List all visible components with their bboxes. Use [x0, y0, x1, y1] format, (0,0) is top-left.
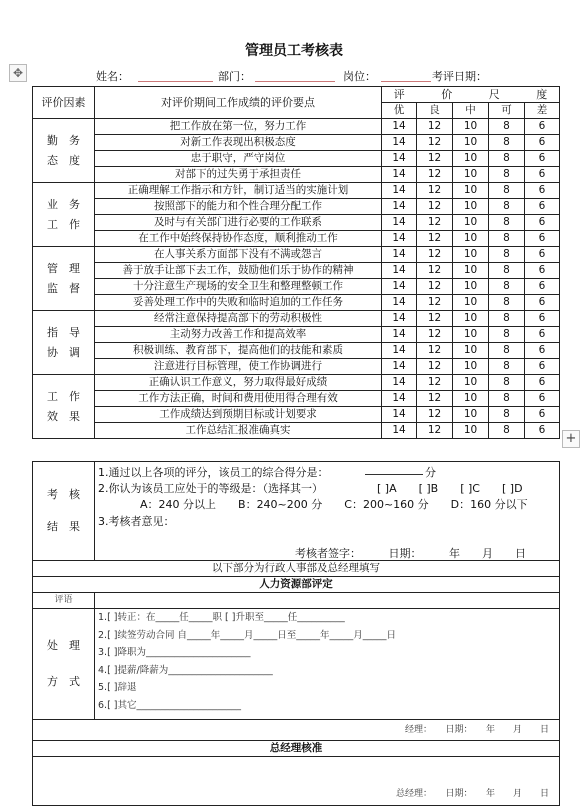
score-cell[interactable]: 6	[525, 167, 560, 183]
score-cell[interactable]: 14	[382, 119, 417, 135]
score-cell[interactable]: 10	[453, 247, 489, 263]
score-cell[interactable]: 6	[525, 183, 560, 199]
date-label: 考评日期：	[432, 70, 487, 83]
score-cell[interactable]: 14	[382, 199, 417, 215]
score-cell[interactable]: 8	[489, 119, 525, 135]
score-cell[interactable]: 14	[382, 359, 417, 375]
score-cell[interactable]: 14	[382, 247, 417, 263]
score-cell[interactable]: 14	[382, 327, 417, 343]
score-cell[interactable]: 8	[489, 391, 525, 407]
category-label	[33, 247, 95, 311]
admin-note: 以下部分为行政人事部及总经理填写	[33, 561, 560, 577]
score-cell[interactable]: 6	[525, 151, 560, 167]
position-label: 岗位：	[343, 70, 376, 83]
process-item[interactable]: 6.[ ]其它______________________	[98, 699, 241, 711]
score-cell[interactable]: 10	[453, 151, 489, 167]
score-cell[interactable]: 12	[417, 183, 453, 199]
examiner-signature[interactable]: 考核者签字： 日期： 年 月 日	[295, 547, 526, 560]
table-row	[33, 119, 560, 135]
evaluation-point: 妥善处理工作中的失败和临时追加的工作任务	[95, 295, 382, 311]
name-field-line[interactable]	[138, 81, 213, 82]
score-cell[interactable]: 8	[489, 247, 525, 263]
score-cell[interactable]: 10	[453, 423, 489, 439]
score-cell[interactable]: 14	[382, 423, 417, 439]
table-row	[33, 359, 560, 375]
score-cell[interactable]: 14	[382, 183, 417, 199]
table-row	[33, 423, 560, 439]
evaluation-point: 忠于职守，严守岗位	[95, 151, 382, 167]
score-cell[interactable]: 10	[453, 135, 489, 151]
score-cell[interactable]: 10	[453, 263, 489, 279]
score-cell[interactable]: 6	[525, 199, 560, 215]
header-scale-char: 评	[393, 88, 405, 101]
table-row	[33, 135, 560, 151]
score-cell[interactable]: 6	[525, 359, 560, 375]
table-row	[33, 199, 560, 215]
result-label	[33, 462, 95, 561]
header-factor: 评价因素	[33, 87, 95, 119]
gm-signature[interactable]: 总经理： 日期： 年 月 日	[33, 757, 560, 806]
evaluation-point: 工作总结汇报准确真实	[95, 423, 382, 439]
header-scale-char: 度	[536, 88, 548, 101]
score-cell[interactable]: 12	[417, 231, 453, 247]
category-label-line: 协 调	[47, 345, 80, 359]
process-label	[33, 609, 95, 720]
score-cell[interactable]: 8	[489, 327, 525, 343]
table-row	[33, 263, 560, 279]
score-cell[interactable]: 6	[525, 391, 560, 407]
score-cell[interactable]: 6	[525, 215, 560, 231]
process-item[interactable]: 1.[ ]转正：在_____任_____职 [ ]升职至_____任__________	[98, 612, 345, 623]
category-label	[33, 375, 95, 439]
evaluation-point: 主动努力改善工作和提高效率	[95, 327, 382, 343]
header-points: 对评价期间工作成绩的评价要点	[95, 87, 382, 119]
category-label-line: 业 务	[47, 197, 80, 211]
table-row	[33, 183, 560, 199]
add-row-icon[interactable]: +	[562, 430, 580, 448]
table-row	[33, 375, 560, 391]
table-row	[33, 343, 560, 359]
score-cell[interactable]: 10	[453, 407, 489, 423]
score-cell[interactable]: 14	[382, 279, 417, 295]
header-scale	[382, 87, 560, 103]
score-cell[interactable]: 8	[489, 263, 525, 279]
score-cell[interactable]: 14	[382, 215, 417, 231]
score-cell[interactable]: 14	[382, 135, 417, 151]
hr-section-title: 人力资源部评定	[33, 577, 560, 593]
grade-header: 差	[525, 103, 560, 119]
score-cell[interactable]: 6	[525, 279, 560, 295]
score-cell[interactable]: 8	[489, 343, 525, 359]
position-field-line[interactable]	[381, 81, 431, 82]
category-label-line: 效 果	[47, 409, 80, 423]
score-cell[interactable]: 8	[489, 407, 525, 423]
table-row	[33, 295, 560, 311]
process-label-line: 处 理	[47, 639, 80, 652]
evaluation-point: 注意进行目标管理，使工作协调进行	[95, 359, 382, 375]
score-cell[interactable]: 6	[525, 423, 560, 439]
table-row	[33, 391, 560, 407]
score-cell[interactable]: 8	[489, 423, 525, 439]
score-cell[interactable]: 12	[417, 343, 453, 359]
score-cell[interactable]: 14	[382, 375, 417, 391]
score-cell[interactable]: 6	[525, 311, 560, 327]
score-cell[interactable]: 8	[489, 311, 525, 327]
review-label: 评语	[33, 593, 95, 609]
result-table	[32, 461, 560, 561]
score-cell[interactable]: 12	[417, 151, 453, 167]
grade-header: 良	[417, 103, 453, 119]
evaluation-point: 在人事关系方面部下没有不满或怨言	[95, 247, 382, 263]
score-cell[interactable]: 10	[453, 231, 489, 247]
category-label-line: 监 督	[47, 281, 80, 295]
score-cell[interactable]: 10	[453, 359, 489, 375]
review-field[interactable]	[95, 593, 560, 609]
process-label-line: 方 式	[47, 675, 80, 688]
score-cell[interactable]: 10	[453, 311, 489, 327]
score-cell[interactable]: 6	[525, 295, 560, 311]
score-cell[interactable]: 8	[489, 183, 525, 199]
hr-signature[interactable]: 经理： 日期： 年 月 日	[95, 720, 560, 741]
category-label-line: 态 度	[47, 153, 80, 167]
evaluation-point: 按照部下的能力和个性合理分配工作	[95, 199, 382, 215]
score-cell[interactable]: 8	[489, 375, 525, 391]
score-cell[interactable]: 14	[382, 295, 417, 311]
score-cell[interactable]: 12	[417, 215, 453, 231]
gm-section-title: 总经理核准	[33, 741, 560, 757]
admin-table	[32, 560, 560, 806]
table-row	[33, 215, 560, 231]
score-cell[interactable]: 12	[417, 119, 453, 135]
evaluation-point: 工作方法正确，时间和费用使用得合理有效	[95, 391, 382, 407]
score-cell[interactable]: 8	[489, 151, 525, 167]
score-cell[interactable]: 10	[453, 183, 489, 199]
score-cell[interactable]: 12	[417, 311, 453, 327]
category-label	[33, 119, 95, 183]
score-cell[interactable]: 6	[525, 375, 560, 391]
score-cell[interactable]: 10	[453, 279, 489, 295]
evaluation-point: 对部下的过失勇于承担责任	[95, 167, 382, 183]
evaluation-point: 善于放手让部下去工作，鼓励他们乐于协作的精神	[95, 263, 382, 279]
score-cell[interactable]: 8	[489, 295, 525, 311]
score-cell[interactable]: 8	[489, 167, 525, 183]
score-cell[interactable]: 12	[417, 359, 453, 375]
score-cell[interactable]: 8	[489, 135, 525, 151]
score-cell[interactable]: 6	[525, 247, 560, 263]
category-label	[33, 311, 95, 375]
result-line-1: 1.通过以上各项的评分，该员工的综合得分是：	[98, 466, 329, 479]
score-cell[interactable]: 6	[525, 343, 560, 359]
score-cell[interactable]: 12	[417, 327, 453, 343]
score-cell[interactable]: 8	[489, 359, 525, 375]
score-cell[interactable]: 6	[525, 327, 560, 343]
score-cell[interactable]: 8	[489, 199, 525, 215]
score-cell[interactable]: 12	[417, 295, 453, 311]
category-label	[33, 183, 95, 247]
score-cell[interactable]: 14	[382, 231, 417, 247]
score-cell[interactable]: 14	[382, 343, 417, 359]
score-cell[interactable]: 10	[453, 119, 489, 135]
process-item[interactable]: 4.[ ]提薪/降薪为______________________	[98, 664, 273, 676]
score-cell[interactable]: 14	[382, 263, 417, 279]
grade-legend: A：240 分以上 B：240~200 分 C：200~160 分 D：160 分以下	[140, 498, 528, 511]
score-cell[interactable]: 12	[417, 423, 453, 439]
evaluation-point: 工作成绩达到预期目标或计划要求	[95, 407, 382, 423]
header-scale-char: 尺	[488, 88, 500, 101]
grade-header: 可	[489, 103, 525, 119]
evaluation-point: 正确理解工作指示和方针，制订适当的实施计划	[95, 183, 382, 199]
score-cell[interactable]: 12	[417, 135, 453, 151]
grade-choices[interactable]: [ ]A [ ]B [ ]C [ ]D	[377, 482, 523, 495]
table-row	[33, 231, 560, 247]
score-cell[interactable]: 6	[525, 263, 560, 279]
evaluation-point: 经常注意保持提高部下的劳动积极性	[95, 311, 382, 327]
result-line-3: 3.考核者意见：	[98, 515, 175, 528]
page-title: 管理员工考核表	[245, 43, 343, 59]
score-cell[interactable]: 10	[453, 215, 489, 231]
score-cell[interactable]: 8	[489, 279, 525, 295]
result-line-2: 2.你认为该员工应处于的等级是：（选择其一）	[98, 482, 323, 495]
category-label-line: 工 作	[47, 217, 80, 231]
table-row	[33, 311, 560, 327]
evaluation-point: 把工作放在第一位，努力工作	[95, 119, 382, 135]
process-item[interactable]: 5.[ ]辞退	[98, 682, 137, 693]
score-cell[interactable]: 12	[417, 391, 453, 407]
result-content[interactable]	[95, 462, 560, 561]
score-cell[interactable]: 6	[525, 135, 560, 151]
evaluation-point: 对新工作表现出积极态度	[95, 135, 382, 151]
score-input-line[interactable]	[365, 474, 423, 475]
score-cell[interactable]: 14	[382, 407, 417, 423]
evaluation-point: 正确认识工作意义，努力取得最好成绩	[95, 375, 382, 391]
table-row	[33, 247, 560, 263]
score-cell[interactable]: 10	[453, 199, 489, 215]
score-cell[interactable]: 8	[489, 231, 525, 247]
score-cell[interactable]: 10	[453, 375, 489, 391]
category-label-line: 管 理	[47, 261, 80, 275]
score-cell[interactable]: 6	[525, 407, 560, 423]
evaluation-point: 在工作中始终保持协作态度，顺利推动工作	[95, 231, 382, 247]
score-cell[interactable]: 12	[417, 407, 453, 423]
score-cell[interactable]: 12	[417, 263, 453, 279]
score-cell[interactable]: 12	[417, 375, 453, 391]
score-cell[interactable]: 14	[382, 311, 417, 327]
score-cell[interactable]: 14	[382, 151, 417, 167]
score-cell[interactable]: 14	[382, 391, 417, 407]
grade-header: 中	[453, 103, 489, 119]
move-handle-icon[interactable]: ✥	[9, 64, 27, 82]
score-cell[interactable]: 8	[489, 215, 525, 231]
evaluation-point: 及时与有关部门进行必要的工作联系	[95, 215, 382, 231]
score-cell[interactable]: 14	[382, 167, 417, 183]
header-scale-char: 价	[441, 88, 453, 101]
score-cell[interactable]: 12	[417, 279, 453, 295]
score-cell[interactable]: 10	[453, 327, 489, 343]
score-cell[interactable]: 10	[453, 343, 489, 359]
score-cell[interactable]: 6	[525, 119, 560, 135]
table-row	[33, 327, 560, 343]
score-cell[interactable]: 12	[417, 167, 453, 183]
table-row	[33, 279, 560, 295]
category-label-line: 指 导	[47, 325, 80, 339]
grade-header: 优	[382, 103, 417, 119]
score-cell[interactable]: 10	[453, 167, 489, 183]
process-item[interactable]: 3.[ ]降职为______________________	[98, 647, 251, 658]
table-row	[33, 407, 560, 423]
score-cell[interactable]: 12	[417, 247, 453, 263]
dept-field-line[interactable]	[255, 81, 335, 82]
score-cell[interactable]: 10	[453, 391, 489, 407]
evaluation-table	[32, 86, 560, 439]
evaluation-point: 十分注意生产现场的安全卫生和整理整顿工作	[95, 279, 382, 295]
dept-label: 部门：	[218, 70, 251, 83]
score-cell[interactable]: 6	[525, 231, 560, 247]
table-row	[33, 167, 560, 183]
name-label: 姓名：	[96, 70, 129, 83]
result-label-line: 考 核	[47, 488, 80, 501]
table-row	[33, 151, 560, 167]
result-line-1-unit: 分	[425, 466, 436, 479]
category-label-line: 勤 务	[47, 133, 80, 147]
process-item[interactable]: 2.[ ]续签劳动合同 自_____年_____月_____日至_____年_____月_____日	[98, 629, 397, 641]
result-label-line: 结 果	[47, 520, 80, 533]
category-label-line: 工 作	[47, 389, 80, 403]
score-cell[interactable]: 10	[453, 295, 489, 311]
evaluation-point: 积极训练、教育部下，提高他们的技能和素质	[95, 343, 382, 359]
score-cell[interactable]: 12	[417, 199, 453, 215]
process-options	[95, 609, 560, 720]
